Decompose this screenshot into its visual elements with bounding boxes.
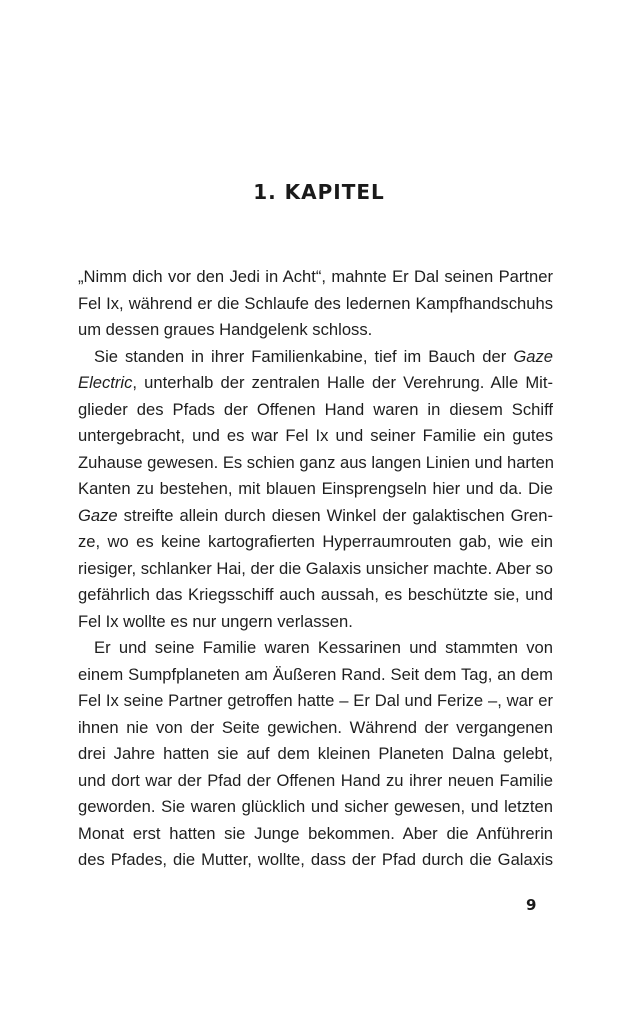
text-line: gefährlich das Kriegsschiff auch aussah, es beschützte sie, und bbox=[78, 585, 553, 604]
text-line: Kanten zu bestehen, mit blauen Einsprengseln hier und da. Die bbox=[78, 479, 553, 498]
text-line: Fel Ix seine Partner getroffen hatte – Er Dal und Ferize –, war er bbox=[78, 691, 553, 710]
text-line: ze, wo es keine kartografierten Hyperraumrouten gab, wie ein bbox=[78, 532, 553, 551]
text-line: geworden. Sie waren glücklich und sicher gewesen, und letzten bbox=[78, 797, 553, 816]
text-line-with-italic: Gaze streifte allein durch diesen Winkel der galaktischen Gren- bbox=[78, 505, 553, 525]
text-line: riesiger, schlanker Hai, der die Galaxis unsicher machte. Aber so bbox=[78, 558, 553, 578]
page-number: 9 bbox=[526, 896, 537, 914]
text-line: Er und seine Familie waren Kessarinen und stammten von bbox=[94, 638, 553, 657]
text-line: Fel Ix wollte es nur ungern verlassen. bbox=[78, 611, 353, 631]
text-line: Zuhause gewesen. Es schien ganz aus langen Linien und harten bbox=[78, 452, 555, 472]
text-line-with-italic: Sie standen in ihrer Familienkabine, tief im Bauch der Gaze bbox=[94, 346, 553, 366]
text-line: um dessen graues Handgelenk schloss. bbox=[78, 320, 373, 339]
body-text bbox=[78, 264, 553, 874]
text-line: und dort war der Pfad der Offenen Hand zu ihrer neuen Familie bbox=[78, 770, 553, 790]
text-line: drei Jahre hatten sie auf dem kleinen Planeten Dalna gelebt, bbox=[78, 744, 553, 763]
text-line: einem Sumpfplaneten am Äußeren Rand. Seit dem Tag, an dem bbox=[78, 664, 553, 684]
text-line: untergebracht, und es war Fel Ix und seiner Familie ein gutes bbox=[78, 426, 553, 445]
chapter-title: 1. KAPITEL bbox=[253, 180, 385, 204]
text-line: des Pfades, die Mutter, wollte, dass der Pfad durch die Galaxis bbox=[78, 850, 553, 869]
text-line: Fel Ix, während er die Schlaufe des ledernen Kampfhandschuhs bbox=[78, 293, 553, 313]
text-line: glieder des Pfads der Offenen Hand waren in diesem Schiff bbox=[78, 399, 553, 419]
text-line: Monat erst hatten sie Junge bekommen. Aber die Anführerin bbox=[78, 823, 553, 843]
text-line-with-italic: Electric, unterhalb der zentralen Halle der Verehrung. Alle Mit- bbox=[78, 373, 553, 392]
text-line: „Nimm dich vor den Jedi in Acht“, mahnte Er Dal seinen Partner bbox=[78, 267, 553, 286]
italic-ship-name: Gaze bbox=[78, 505, 118, 525]
italic-ship-name: Electric bbox=[78, 373, 133, 392]
italic-ship-name: Gaze bbox=[513, 346, 553, 366]
text-line: ihnen nie von der Seite gewichen. Während der vergangenen bbox=[78, 717, 553, 737]
